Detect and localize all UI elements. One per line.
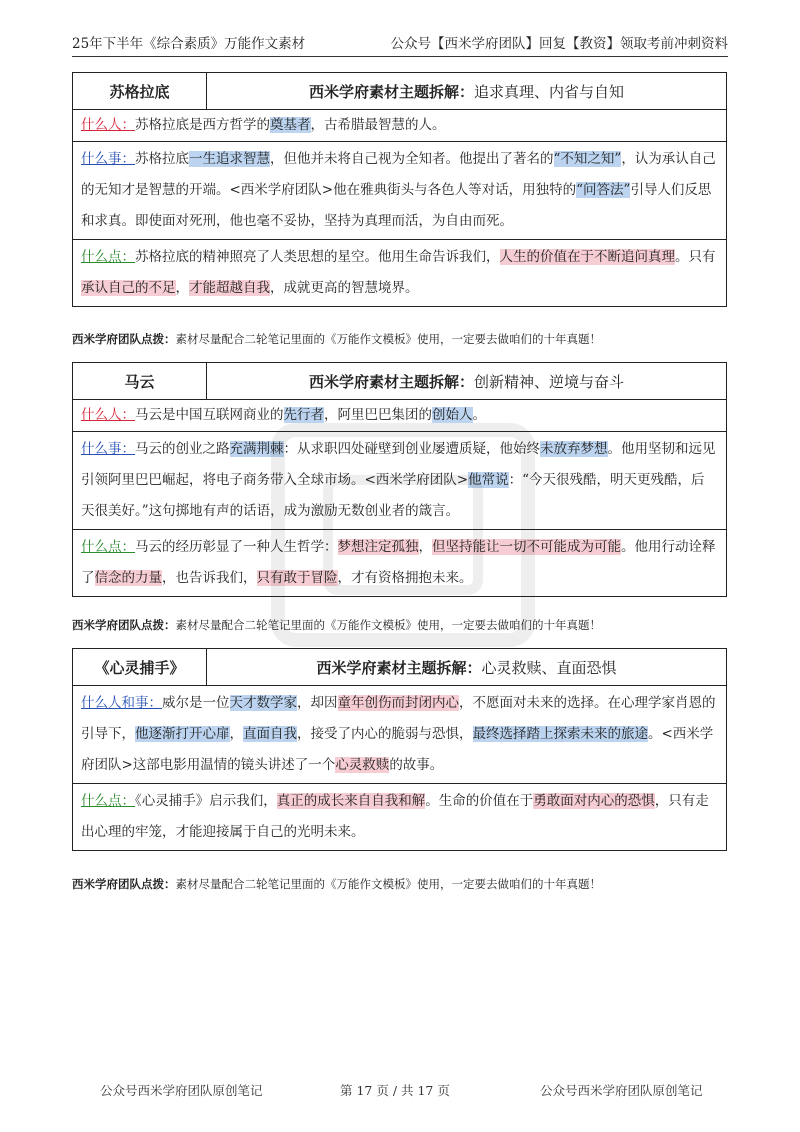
theme-text: 追求真理、内省与自知 — [474, 82, 625, 101]
theme-text: 心灵救赎、直面恐惧 — [481, 658, 617, 677]
highlight-blue: 一生追求智慧 — [189, 151, 270, 167]
text-segment: 苏格拉底 — [135, 151, 189, 167]
text-segment: 马云的经历彰显了一种人生哲学： — [135, 539, 338, 555]
label-point: 什么点： — [81, 793, 135, 809]
section-text — [81, 695, 716, 773]
section-point — [73, 784, 726, 850]
text-segment: 马云是中国互联网商业的 — [135, 407, 284, 423]
highlight-pink: 信念的力量 — [94, 570, 162, 586]
tip-text: 素材尽量配合二轮笔记里面的《万能作文模板》使用，一定要去做咱们的十年真题！ — [175, 877, 601, 891]
text-segment: ，只有走出心理的牢笼，才能迎接属于自己的光明未来。 — [81, 793, 709, 840]
tip-bold: 西米学府团队点拨： — [72, 618, 176, 632]
footer-left: 公众号西米学府团队原创笔记 — [100, 1083, 263, 1098]
tip-line — [72, 331, 601, 347]
section-what — [73, 142, 726, 240]
highlight-pink: 才能超越自我 — [189, 280, 270, 296]
theme-prefix: 西米学府素材主题拆解： — [316, 658, 482, 677]
tip-bold: 西米学府团队点拨： — [72, 877, 176, 891]
label-who-and-what: 什么人和事： — [81, 695, 162, 711]
text-segment: 。他用行动诠释了 — [81, 539, 716, 586]
text-segment: ：“今天很残酷，明天更残酷，后天很美好。”这句掷地有声的话语，成为激励无数创业者的箴言。 — [81, 472, 705, 519]
card-theme — [207, 73, 726, 109]
text-segment: 马云的创业之路 — [135, 441, 230, 457]
watermark-seal-icon — [268, 420, 538, 650]
text-segment: ， — [229, 726, 243, 742]
highlight-blue: 充满荆棘 — [229, 441, 284, 457]
text-segment: ，接受了内心的脆弱与恐惧， — [297, 726, 473, 742]
highlight-pink: 童年创伤而封闭内心 — [337, 695, 459, 711]
highlight-pink: 只有敢于冒险 — [256, 570, 338, 586]
section-text — [81, 151, 716, 229]
footer-page: 第 17 页 / 共 17 页 — [340, 1083, 450, 1098]
card-theme — [207, 363, 726, 399]
tip-text: 素材尽量配合二轮笔记里面的《万能作文模板》使用，一定要去做咱们的十年真题！ — [175, 618, 601, 632]
highlight-blue: 他常说 — [468, 472, 509, 488]
highlight-blue: 他逐渐打开心扉 — [135, 726, 230, 742]
header-right: 公众号【西米学府团队】回复【教资】领取考前冲刺资料 — [390, 36, 728, 52]
theme-prefix: 西米学府素材主题拆解： — [308, 372, 474, 391]
text-segment: 苏格拉底的精神照亮了人类思想的星空。他用生命告诉我们， — [135, 249, 500, 265]
theme-prefix: 西米学府素材主题拆解： — [308, 82, 474, 101]
text-segment: ，才有资格拥抱未来。 — [337, 570, 473, 586]
section-who-and-what — [73, 686, 726, 784]
section-point — [73, 240, 726, 306]
text-segment: 引导人们反思和求真。即使面对死刑，他也毫不妥协，坚持为真理而活，为自由而死。 — [81, 182, 712, 229]
card-name: 《心灵捕手》 — [73, 649, 207, 685]
footer-right: 公众号西米学府团队原创笔记 — [540, 1083, 703, 1098]
card-name: 马云 — [73, 363, 207, 399]
highlight-pink: 心灵救赎 — [335, 757, 390, 773]
highlight-pink: 真正的成长来自自我和解 — [276, 793, 426, 809]
text-segment: ，但他并未将自己视为全知者。他提出了著名的 — [270, 151, 554, 167]
material-card — [72, 648, 727, 851]
text-segment: ，不愿面对未来的选择。在心理学家肖恩的引导下， — [81, 695, 716, 742]
text-segment: ，却因 — [297, 695, 338, 711]
label-who: 什么人： — [81, 407, 135, 423]
highlight-pink: 勇敢面对内心的恐惧 — [533, 793, 655, 809]
highlight-blue: “问答法” — [576, 182, 631, 198]
label-point: 什么点： — [81, 539, 135, 555]
text-segment: 。 — [472, 407, 486, 423]
highlight-pink: 梦想注定孤独 — [337, 539, 419, 555]
card-title-row — [73, 73, 726, 110]
text-segment: 《心灵捕手》启示我们， — [135, 793, 277, 809]
highlight-blue: 创始人 — [432, 407, 473, 423]
card-title-row — [73, 363, 726, 400]
material-card — [72, 72, 727, 307]
label-point: 什么点： — [81, 249, 135, 265]
text-segment: ， — [418, 539, 432, 555]
label-who: 什么人： — [81, 117, 135, 133]
highlight-pink: 人生的价值在于不断追问真理 — [499, 249, 675, 265]
text-segment: ，古希腊最智慧的人。 — [310, 117, 446, 133]
text-segment: ：从求职四处碰壁到创业屡遭质疑，他始终 — [283, 441, 540, 457]
highlight-blue: 最终选择踏上探索未来的旅途 — [472, 726, 648, 742]
text-segment: 威尔是一位 — [162, 695, 230, 711]
text-segment: 。只有 — [675, 249, 716, 265]
tip-line — [72, 876, 601, 892]
card-theme — [207, 649, 726, 685]
text-segment: ， — [175, 280, 189, 296]
card-title-row — [73, 649, 726, 686]
text-segment: 苏格拉底是西方哲学的 — [135, 117, 270, 133]
highlight-blue: 直面自我 — [243, 726, 297, 742]
theme-text: 创新精神、逆境与奋斗 — [474, 372, 625, 391]
page-header — [72, 34, 728, 57]
highlight-blue: “不知之知” — [553, 151, 622, 167]
text-segment: ，阿里巴巴集团的 — [324, 407, 432, 423]
text-segment: ，也告诉我们， — [162, 570, 257, 586]
highlight-blue: 先行者 — [283, 407, 324, 423]
text-segment: 。生命的价值在于 — [425, 793, 534, 809]
highlight-pink: 承认自己的不足 — [81, 280, 176, 296]
section-text — [81, 793, 709, 840]
label-what: 什么事： — [81, 151, 135, 167]
highlight-pink: 但坚持能让一切不可能成为可能 — [432, 539, 621, 555]
header-left: 25年下半年《综合素质》万能作文素材 — [72, 36, 306, 52]
label-what: 什么事： — [81, 441, 135, 457]
tip-bold: 西米学府团队点拨： — [72, 332, 176, 346]
text-segment: 。<西米学府团队>这部电影用温情的镜头讲述了一个 — [81, 726, 714, 773]
section-text — [81, 249, 716, 296]
section-who — [73, 110, 726, 142]
text-segment: ，认为承认自己的无知才是智慧的开端。<西米学府团队>他在雅典街头与各色人等对话，用独特的 — [81, 151, 716, 198]
highlight-blue: 天才数学家 — [229, 695, 297, 711]
section-text — [135, 117, 446, 133]
text-segment: 。他用坚韧和远见引领阿里巴巴崛起，将电子商务带入全球市场。<西米学府团队> — [81, 441, 716, 488]
highlight-blue: 未放弃梦想 — [540, 441, 608, 457]
card-name: 苏格拉底 — [73, 73, 207, 109]
highlight-blue: 奠基者 — [270, 117, 311, 133]
tip-text: 素材尽量配合二轮笔记里面的《万能作文模板》使用，一定要去做咱们的十年真题！ — [175, 332, 601, 346]
text-segment: ，成就更高的智慧境界。 — [270, 280, 419, 296]
text-segment: 的故事。 — [389, 757, 444, 773]
